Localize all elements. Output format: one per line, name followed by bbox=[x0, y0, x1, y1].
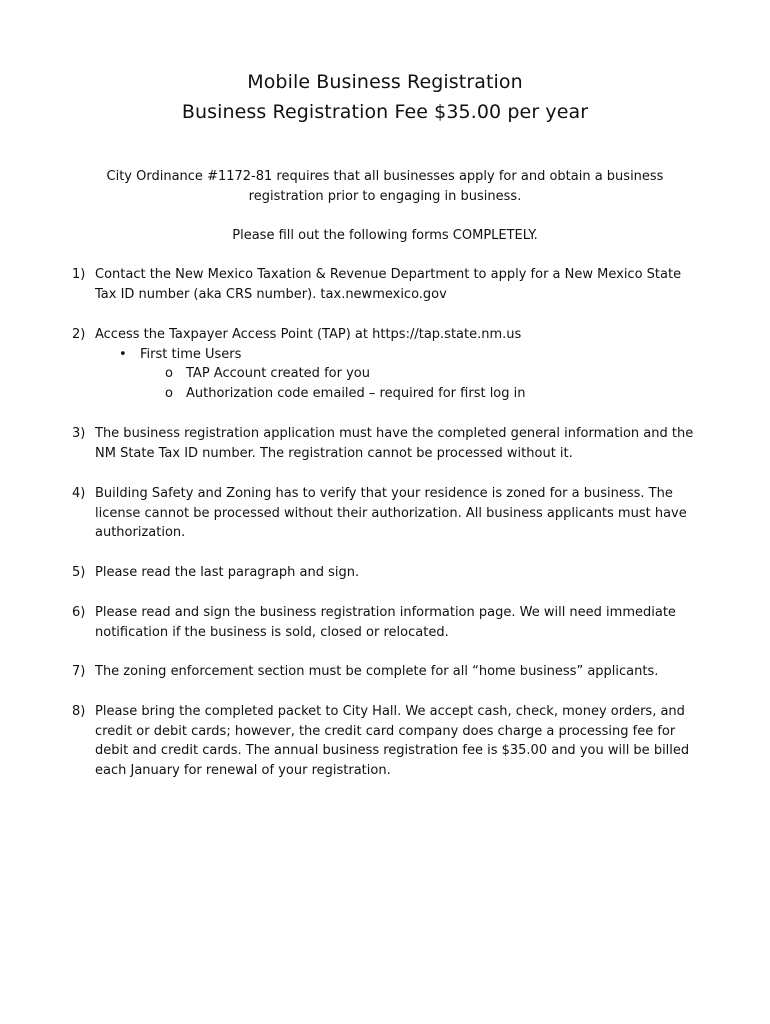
sub-bullet-label: Authorization code emailed – required for first log in bbox=[186, 386, 526, 402]
item-number: 3) bbox=[72, 426, 86, 441]
item-number: 8) bbox=[72, 704, 86, 719]
bullet-icon: • bbox=[119, 346, 127, 362]
item-text: Access the Taxpayer Access Point (TAP) at https://tap.state.nm.us bbox=[95, 327, 522, 342]
list-item-1 bbox=[72, 265, 702, 304]
item-text: Building Safety and Zoning has to verify that your residence is zoned for a business. The license cannot be processed without their authorization. All business applicants must have authorization. bbox=[95, 486, 687, 541]
circle-bullet-icon: o bbox=[165, 386, 173, 402]
item-text: The business registration application must have the completed general information and the NM State Tax ID number. The registration cannot be processed without it. bbox=[95, 426, 694, 461]
intro-paragraph: City Ordinance #1172-81 requires that all businesses apply for and obtain a business registration prior to engaging in business. bbox=[106, 169, 664, 204]
item-text: Please bring the completed packet to City Hall. We accept cash, check, money orders, and credit or debit cards; however, the credit card company does charge a processing fee for debit and credit cards. The annual business registration fee is $35.00 and you will be billed each January for renewal of your registration. bbox=[95, 704, 690, 779]
item-number: 1) bbox=[72, 267, 86, 282]
item-number: 4) bbox=[72, 486, 86, 501]
list-item-5 bbox=[72, 563, 702, 583]
list-item-3 bbox=[72, 424, 702, 463]
list-item-4 bbox=[72, 484, 702, 543]
instruction-line: Please fill out the following forms COMPLETELY. bbox=[232, 228, 538, 243]
item-text: Contact the New Mexico Taxation & Revenue Department to apply for a New Mexico State Tax ID number (aka CRS number). tax.newmexico.gov bbox=[95, 267, 682, 302]
list-item-8 bbox=[72, 702, 702, 781]
list-item-6 bbox=[72, 603, 702, 642]
circle-bullet-icon: o bbox=[165, 366, 173, 382]
item-number: 6) bbox=[72, 605, 86, 620]
page-subtitle: Business Registration Fee $35.00 per year bbox=[181, 101, 589, 123]
item-text: Please read the last paragraph and sign. bbox=[95, 565, 360, 580]
item-number: 7) bbox=[72, 664, 86, 679]
bullet-label: First time Users bbox=[140, 346, 242, 362]
item-number: 5) bbox=[72, 565, 86, 580]
sub-bullet-item bbox=[165, 364, 702, 384]
item-number: 2) bbox=[72, 327, 86, 342]
sub-bullet-label: TAP Account created for you bbox=[186, 366, 370, 382]
sub-bullet-item bbox=[165, 384, 702, 404]
bullet-item bbox=[119, 345, 702, 365]
page-title: Mobile Business Registration bbox=[247, 71, 523, 93]
item-text: Please read and sign the business registration information page. We will need immediate notification if the business is sold, closed or relocated. bbox=[95, 605, 676, 640]
list-item-7 bbox=[72, 662, 702, 682]
list-item-2 bbox=[72, 325, 702, 404]
item-text: The zoning enforcement section must be complete for all “home business” applicants. bbox=[95, 664, 659, 679]
